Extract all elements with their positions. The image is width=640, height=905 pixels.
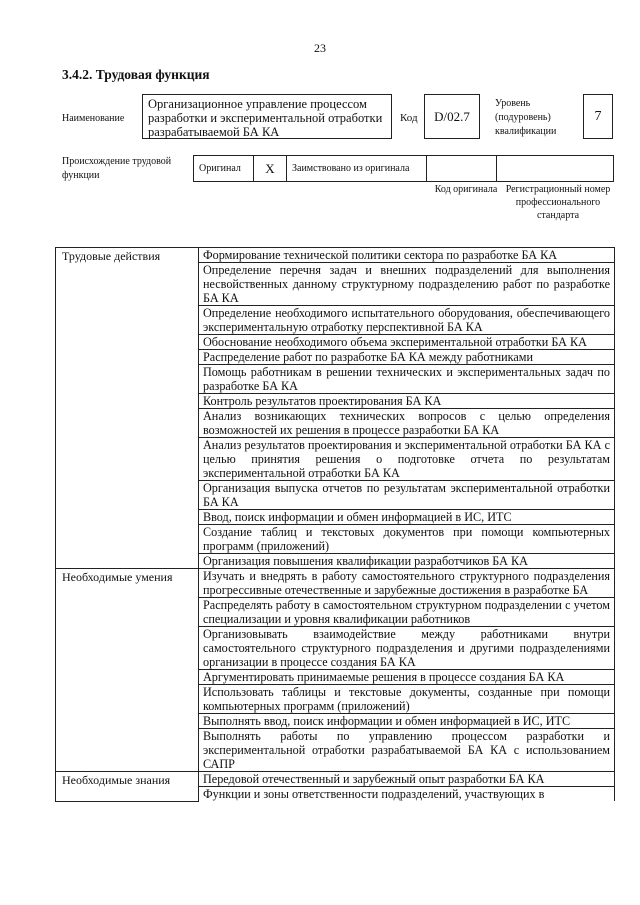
category-cell: Необходимые знания <box>56 772 199 802</box>
page-number: 23 <box>314 41 326 55</box>
item-cell: Распределение работ по разработке БА КА между работниками <box>199 350 615 365</box>
code-original-cell <box>427 156 497 182</box>
item-cell: Анализ возникающих технических вопросов с целью определения возможностей их решения в процессе разработки БА КА <box>199 409 615 438</box>
item-cell: Выполнять ввод, поиск информации и обмен информацией в ИС, ИТС <box>199 714 615 729</box>
function-name-box: Организационное управление процессом разработки и экспериментальной отработки разрабатываемой БА КА <box>142 94 392 139</box>
category-cell: Трудовые действия <box>56 248 199 569</box>
item-cell: Обоснование необходимого объема экспериментальной отработки БА КА <box>199 335 615 350</box>
item-cell: Определение перечня задач и внешних подразделений для выполнения несвойственных данному структурному подразделению работ по разработке БА КА <box>199 263 615 306</box>
item-cell: Изучать и внедрять в работу самостоятельного структурного подразделения прогрессивные отечественные и зарубежные достижения в разработке БА <box>199 569 615 598</box>
item-cell: Использовать таблицы и текстовые документы, созданные при помощи компьютерных программ (приложений) <box>199 685 615 714</box>
item-cell: Передовой отечественный и зарубежный опыт разработки БА КА <box>199 772 615 787</box>
original-mark: X <box>254 156 287 182</box>
item-cell: Организация выпуска отчетов по результатам экспериментальной отработки БА КА <box>199 481 615 510</box>
item-cell: Помощь работникам в решении технических и экспериментальных задач по разработке БА КА <box>199 365 615 394</box>
code-label: Код <box>400 112 418 124</box>
reg-number-caption: Регистрационный номер профессионального стандарта <box>505 184 611 221</box>
borrowed-label: Заимствовано из оригинала <box>287 156 427 182</box>
section-title: 3.4.2. Трудовая функция <box>62 67 210 82</box>
qualification-level-box: 7 <box>583 94 613 139</box>
category-cell: Необходимые умения <box>56 569 199 772</box>
origin-table <box>193 155 614 182</box>
function-code-box: D/02.7 <box>424 94 480 139</box>
origin-label: Происхождение трудовой функции <box>62 156 172 181</box>
level-label-line: Уровень <box>495 98 531 109</box>
level-label-line: (подуровень) <box>495 112 551 123</box>
name-label: Наименование <box>62 113 125 124</box>
table-row <box>56 772 615 787</box>
item-cell: Организация повышения квалификации разработчиков БА КА <box>199 554 615 569</box>
item-cell: Аргументировать принимаемые решения в процессе создания БА КА <box>199 670 615 685</box>
table-row <box>56 569 615 598</box>
item-cell: Определение необходимого испытательного оборудования, обеспечивающего экспериментальную отработку перспективной БА КА <box>199 306 615 335</box>
item-cell: Распределять работу в самостоятельном структурном подразделении с учетом специализации и уровня квалификации работников <box>199 598 615 627</box>
item-cell: Выполнять работы по управлению процессом разработки и экспериментальной отработки разрабатываемой БА КА с использованием САПР <box>199 729 615 772</box>
labor-function-table <box>55 247 615 802</box>
item-cell: Анализ результатов проектирования и экспериментальной отработки БА КА с целью принятия решения о подготовке отчета по результатам экспериментальной отработки БА КА <box>199 438 615 481</box>
item-cell: Организовывать взаимодействие между работниками внутри самостоятельного структурного подразделения и другими подразделениями организации в процессе создания БА КА <box>199 627 615 670</box>
qualification-level-label <box>495 97 556 139</box>
code-original-caption: Код оригинала <box>434 184 498 195</box>
reg-number-cell <box>497 156 614 182</box>
item-cell: Функции и зоны ответственности подразделений, участвующих в <box>199 787 615 802</box>
level-label-line: квалификации <box>495 126 557 137</box>
item-cell: Формирование технической политики сектора по разработке БА КА <box>199 248 615 263</box>
table-row <box>56 248 615 263</box>
item-cell: Ввод, поиск информации и обмен информацией в ИС, ИТС <box>199 510 615 525</box>
item-cell: Создание таблиц и текстовых документов при помощи компьютерных программ (приложений) <box>199 525 615 554</box>
original-label: Оригинал <box>194 156 254 182</box>
item-cell: Контроль результатов проектирования БА КА <box>199 394 615 409</box>
